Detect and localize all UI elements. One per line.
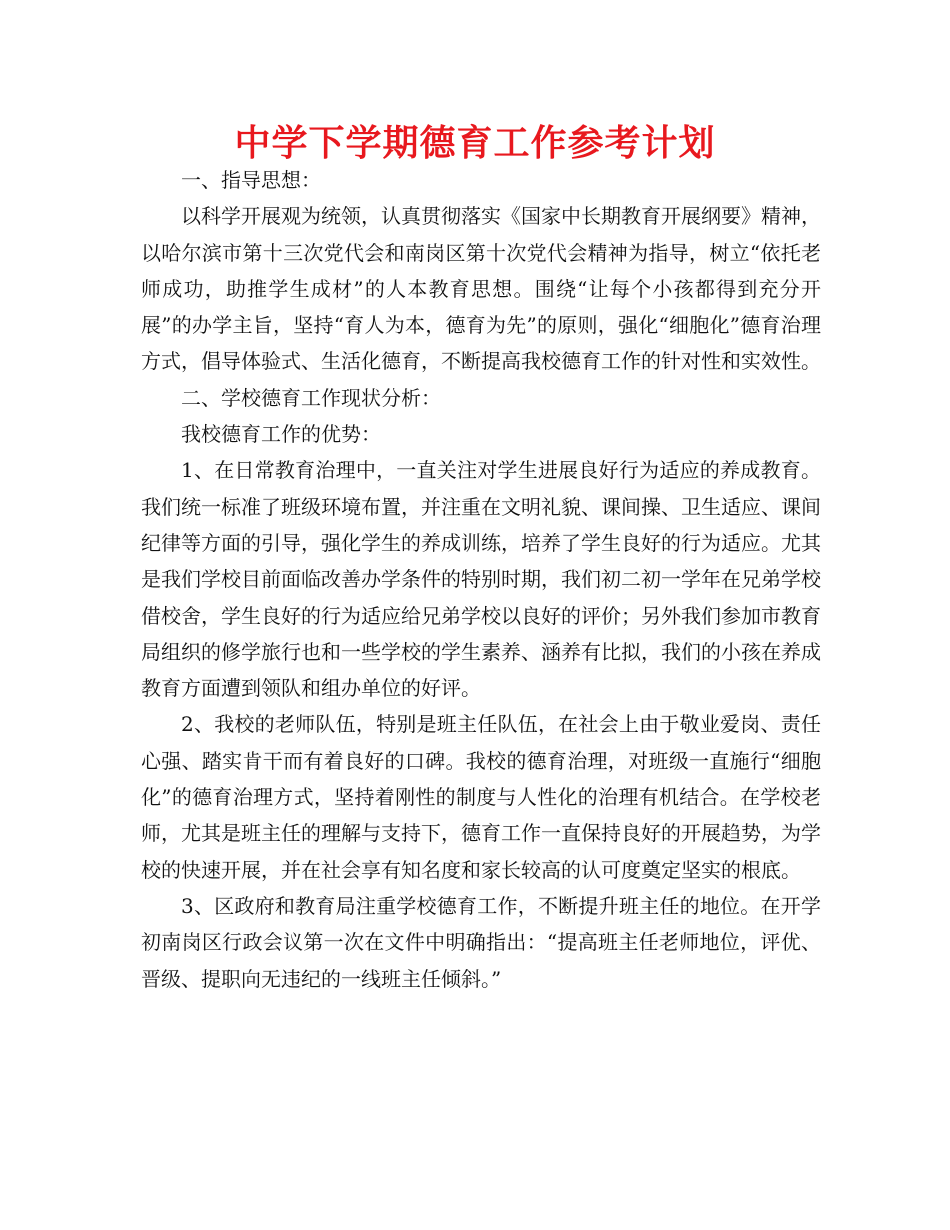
document-title: 中学下学期德育工作参考计划 [234, 123, 716, 164]
section-heading-status-analysis: 二、学校德育工作现状分析： [181, 385, 441, 410]
paragraph-advantage-3: 3、区政府和教育局注重学校德育工作，不断提升班主任的地位。在开学初南岗区行政会议第一次在文件中明确指出：“提高班主任老师地位，评优、晋级、提职向无违纪的一线班主任倾斜。” [141, 893, 821, 991]
subheading-advantages: 我校德育工作的优势： [181, 422, 381, 447]
document-body [141, 162, 821, 997]
paragraph-advantage-2: 2、我校的老师队伍，特别是班主任队伍，在社会上由于敬业爱岗、责任心强、踏实肯干而有着良好的口碑。我校的德育治理，对班级一直施行“细胞化”的德育治理方式，坚持着刚性的制度与人性化的治理有机结合。在学校老师，尤其是班主任的理解与支持下，德育工作一直保持良好的开展趋势，为学校的快速开展，并在社会享有知名度和家长较高的认可度奠定坚实的根底。 [141, 712, 821, 882]
paragraph-advantage-1: 1、在日常教育治理中，一直关注对学生进展良好行为适应的养成教育。我们统一标准了班级环境布置，并注重在文明礼貌、课间操、卫生适应、课间纪律等方面的引导，强化学生的养成训练，培养了学生良好的行为适应。尤其是我们学校目前面临改善办学条件的特别时期，我们初二初一学年在兄弟学校借校舍，学生良好的行为适应给兄弟学校以良好的评价；另外我们参加市教育局组织的修学旅行也和一些学校的学生素养、涵养有比拟，我们的小孩在养成教育方面遭到领队和组办单位的好评。 [141, 458, 821, 701]
paragraph-guiding-thought: 以科学开展观为统领，认真贯彻落实《国家中长期教育开展纲要》精神，以哈尔滨市第十三次党代会和南岗区第十次党代会精神为指导，树立“依托老师成功，助推学生成材”的人本教育思想。围绕“让每个小孩都得到充分开展”的办学主旨，坚持“育人为本，德育为先”的原则，强化“细胞化”德育治理方式，倡导体验式、生活化德育，不断提高我校德育工作的针对性和实效性。 [141, 204, 821, 374]
section-heading-guiding-thought: 一、指导思想： [181, 168, 321, 192]
